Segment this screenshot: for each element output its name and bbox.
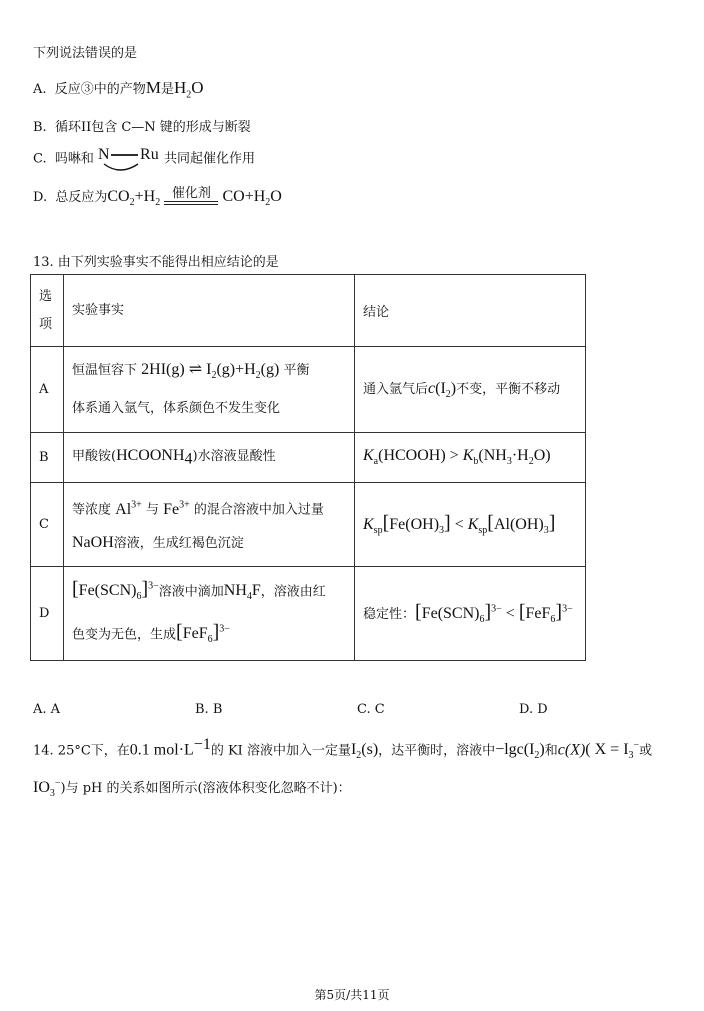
table-row-d	[31, 567, 586, 661]
row-conclusion: $K_a(HCOOH) > K_b(NH_3\cdot H_2O)$	[355, 433, 586, 483]
equation-lhs: $CO_2+H_2$	[107, 188, 161, 209]
table-row-a	[31, 347, 586, 433]
option-text: 总反应为	[55, 190, 108, 205]
q12-stem: 下列说法错误的是	[33, 46, 138, 61]
row-option: D	[31, 567, 64, 661]
table-row-b	[31, 433, 586, 483]
option-text: 反应③中的产物	[54, 82, 146, 97]
option-letter: A.	[33, 82, 47, 97]
option-text: 是	[160, 82, 174, 97]
q14-line2: $IO_3^-$)与 pH 的关系如图所示(溶液体积变化忽略不计)：	[33, 777, 351, 800]
row-option: B	[31, 433, 64, 483]
option-text: 共同起催化作用	[164, 151, 256, 167]
row-fact: $[Fe(SCN)_6]^{3-}$溶液中滴加$NH_4F$，溶液由红 色变为无色，生成$[FeF_6]^{3-}$	[64, 567, 355, 661]
option-letter: D.	[33, 190, 48, 205]
q12-option-c	[33, 146, 255, 172]
choice-b: B. B	[195, 702, 223, 717]
choice-d: D. D	[519, 702, 548, 717]
q12-option-d	[33, 186, 282, 208]
q12-option-b	[33, 116, 251, 135]
row-option: C	[31, 483, 64, 567]
table-row-c	[31, 483, 586, 567]
row-conclusion: 稳定性：$[Fe(SCN)_6]^{3-} < [FeF_6]^{3-}$	[355, 567, 586, 661]
catalyst-equals-sign: 催化剂	[164, 187, 218, 205]
page-footer: 第5页/共11页	[314, 988, 390, 1002]
experiment-table	[30, 274, 586, 661]
q14-line1: 14. 25°C下，在0.1 $mol\cdot L^{-1}$的 KI 溶液中加入一定量$I_2(s)$，达平衡时，溶液中$-\lg c(I_2)$和c(X)( $X = I_3^-$或	[33, 736, 653, 762]
row-fact: 等浓度 $Al^{3+}$ 与 $Fe^{3+}$ 的混合溶液中加入过量 NaOH溶液，生成红褐色沉淀	[64, 483, 355, 567]
header-conclusion: 结论	[355, 275, 586, 347]
option-text: 循环II包含 C—N 键的形成与断裂	[54, 120, 251, 135]
formula-m: M	[145, 78, 161, 97]
row-conclusion: 通入氩气后$c(I_2)$不变，平衡不移动	[355, 347, 586, 433]
row-conclusion: $K_{sp}[Fe(OH)_3] < K_{sp}[Al(OH)_3]$	[355, 483, 586, 567]
q13-stem: 13. 由下列实验事实不能得出相应结论的是	[33, 255, 279, 270]
choice-a: A. A	[33, 702, 61, 717]
header-option: 选 项	[31, 275, 64, 347]
row-fact: 甲酸铵$(HCOONH_4)$水溶液显酸性	[64, 433, 355, 483]
equilibrium-equation: 2HI(g) ⇌ $I_2(g)+H_2(g)$	[141, 361, 280, 382]
table-header-row	[31, 275, 586, 347]
q12-option-a	[33, 78, 204, 100]
formula-h2o: $H_2O$	[173, 78, 204, 101]
option-text: 吗啉和	[54, 151, 94, 167]
row-fact: 恒温恒容下 2HI(g) ⇌ $I_2(g)+H_2(g)$ 平衡 体系通入氩气，体系颜色不发生变化	[64, 347, 355, 433]
n-ru-bond-structure: N Ru	[98, 146, 164, 172]
row-option: A	[31, 347, 64, 433]
choice-c: C. C	[357, 702, 385, 717]
option-letter: B.	[33, 120, 47, 135]
header-fact: 实验事实	[64, 275, 355, 347]
equation-rhs: $CO+H_2O$	[222, 188, 282, 209]
option-letter: C.	[33, 151, 47, 167]
answer-choices	[33, 702, 548, 717]
